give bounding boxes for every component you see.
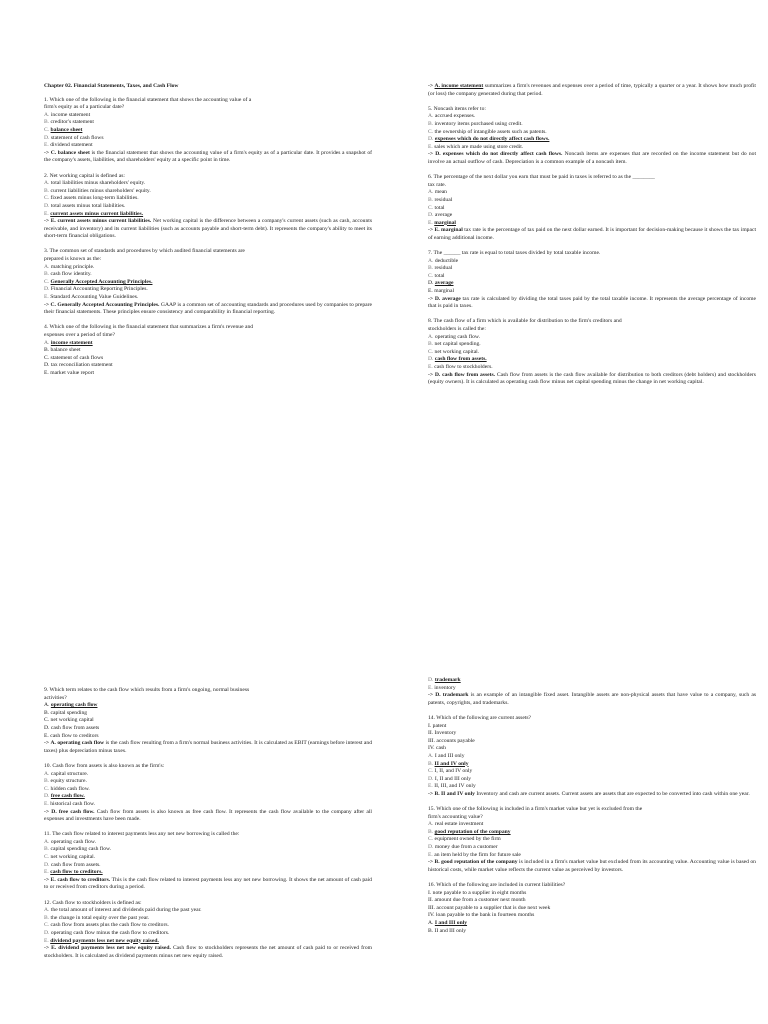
option-e: E. marginal xyxy=(428,288,455,295)
option-a: A. operating cash flow xyxy=(44,702,98,709)
answer-explanation: -> B. good reputation of the company is included in a firm's market value but excluded from its accounting value. Accounting value is based on historical costs, while market value reflects the current value as perceived by investors. xyxy=(428,859,756,873)
option-c: C. net working capital. xyxy=(428,348,480,355)
option-c: C. balance sheet xyxy=(44,126,83,133)
option-a: A. real estate investment xyxy=(428,821,484,828)
option-b: B. cash flow identity. xyxy=(44,271,92,278)
option-b: B. current liabilities minus shareholders' equity. xyxy=(44,187,151,194)
option-a: A. deductible xyxy=(428,257,459,264)
question-stem: stockholders is called the: xyxy=(428,326,486,332)
option-b: B. II and III only xyxy=(428,927,467,934)
option-b: B. the change in total equity over the past year. xyxy=(44,914,150,921)
column-top-right xyxy=(428,83,756,387)
option-d: D. I, II and III only xyxy=(428,775,472,782)
option-c: C. fixed assets minus long-term liabilities. xyxy=(44,195,139,202)
question-stem: tax rate. xyxy=(428,181,447,188)
option-e: E. cash flow to stockholders. xyxy=(428,363,493,370)
option-d: D. tax reconciliation statement xyxy=(44,362,113,369)
option-a: A. operating cash flow. xyxy=(428,333,481,340)
option-b: B. good reputation of the company xyxy=(428,828,511,835)
option-e: E. an item held by the firm for future sale xyxy=(428,851,521,858)
answer-explanation: -> B. II and IV only Inventory and cash are current assets. Current assets are assets that are expected to be converted into cash within one year. xyxy=(428,790,750,797)
option-e: E. dividend statement xyxy=(44,142,93,149)
option-c: C. hidden cash flow. xyxy=(44,785,90,792)
option-d: D. total assets minus total liabilities. xyxy=(44,202,126,209)
roman-item: I. patent xyxy=(428,722,447,729)
option-d: D. Financial Accounting Reporting Principles. xyxy=(44,286,148,293)
option-a: A. operating cash flow. xyxy=(44,838,97,845)
answer-explanation: -> E. dividend payments less net new equity raised. Cash flow to stockholders represents the net amount of cash paid to or received from stockholders. It is calculated as dividend payments minus net new equity raised. xyxy=(44,945,372,959)
question-4 xyxy=(44,324,372,377)
option-d: D. cash flow from assets. xyxy=(428,356,487,363)
option-b: B. capital spending xyxy=(44,709,88,716)
option-c: C. statement of cash flows xyxy=(44,354,104,361)
option-c: C. Generally Accepted Accounting Principles. xyxy=(44,278,153,285)
question-stem: 10. Cash flow from assets is also known as the firm's: xyxy=(44,762,165,769)
option-b: B. capital spending cash flow. xyxy=(44,846,112,853)
answer-explanation: -> C. balance sheet is the financial statement that shows the accounting value of a firm's equity as of a particular date. It provides a snapshot of the company's assets, liabilities, and shareholders' equity at a specific point in time. xyxy=(44,149,373,164)
question-stem: 11. The cash flow related to interest payments less any net new borrowing is called the: xyxy=(44,831,240,838)
option-a: A. matching principle. xyxy=(44,263,95,270)
option-b: B. balance sheet xyxy=(44,347,81,354)
option-e: E. sales which are made using store credit. xyxy=(428,143,524,150)
answer-explanation: -> E. cash flow to creditors. This is the cash flow related to interest payments less any net new borrowing. It shows the net amount of cash paid to or received from creditors during a period. xyxy=(44,876,372,891)
option-e: E. II, III, and IV only xyxy=(428,783,476,790)
option-e: E. cash flow to creditors xyxy=(44,732,99,739)
roman-item: I. note payable to a supplier in eight months xyxy=(428,889,527,896)
option-a: A. income statement xyxy=(44,339,93,346)
question-2 xyxy=(44,173,372,241)
question-11 xyxy=(44,831,372,892)
question-stem: 1. Which one of the following is the financial statement that shows the accounting value of a xyxy=(44,96,252,103)
roman-item: IV. cash xyxy=(428,745,446,752)
option-a: A. mean xyxy=(428,189,447,196)
question-stem: 9. Which term relates to the cash flow which results from a firm's ongoing, normal business xyxy=(44,687,250,693)
option-d: D. average xyxy=(428,280,454,287)
question-stem: prepared is known as the: xyxy=(44,256,102,263)
roman-item: IV. loan payable to the bank in fourteen months xyxy=(428,912,535,919)
option-c: C. cash flow from assets plus the cash flow to creditors. xyxy=(44,922,169,929)
answer-explanation: -> D. average tax rate is calculated by dividing the total taxes paid by the total taxable income. It represents the average percentage of income that is paid in taxes. xyxy=(428,295,756,310)
question-stem: 4. Which one of the following is the financial statement that summarizes a firm's revenue and xyxy=(44,324,254,331)
question-stem: 3. The common set of standards and procedures by which audited financial statements are xyxy=(44,248,245,255)
roman-item: III. account payable to a supplier that is due next week xyxy=(428,904,551,911)
option-e: E. dividend payments less net new equity raised. xyxy=(44,937,159,944)
answer-explanation: -> C. Generally Accepted Accounting Principles. GAAP is a common set of accounting standards and procedures used by companies to prepare their financial statements. These principles ensure consistency and comparability in financial reporting. xyxy=(44,301,372,316)
option-d: D. cash flow from assets. xyxy=(44,861,101,868)
question-15 xyxy=(428,806,756,874)
option-a: A. capital structure. xyxy=(44,770,89,777)
option-b: B. net capital spending. xyxy=(428,341,481,348)
question-14 xyxy=(428,715,756,799)
answer-explanation: -> E. marginal tax rate is the percentage of tax paid on the next dollar earned. It is important for decision-making because it shows the tax impact of earning additional income. xyxy=(428,227,757,241)
question-stem: 8. The cash flow of a firm which is available for distribution to the firm's creditors and xyxy=(428,318,622,325)
question-stem: firm's accounting value? xyxy=(428,813,483,820)
question-1 xyxy=(44,97,372,165)
answer-explanation: -> D. expenses which do not directly affect cash flows. Noncash items are expenses that are recorded on the income statement but do not involve an actual outflow of cash. Depreciation is a common example of a noncash item. xyxy=(428,151,756,165)
option-d: D. money due from a customer xyxy=(428,844,498,851)
question-stem: 15. Which one of the following is included in a firm's market value but yet is excluded from the xyxy=(428,806,643,813)
question-12 xyxy=(44,900,372,961)
option-d: D. cash flow from assets xyxy=(44,724,100,731)
option-a: A. I and III only xyxy=(428,920,468,926)
option-b: B. equity structure. xyxy=(44,778,87,785)
option-b: B. residual xyxy=(428,265,453,272)
option-b: B. creditor's statement xyxy=(44,119,94,126)
question-stem: 12. Cash flow to stockholders is defined as: xyxy=(44,899,142,906)
chapter-title: Chapter 02. Financial Statements, Taxes, and Cash Flow xyxy=(44,83,179,89)
option-c: C. net working capital. xyxy=(44,854,96,861)
option-b: B. inventory items purchased using credit. xyxy=(428,120,523,127)
column-bottom-right xyxy=(428,677,756,935)
question-stem: expenses over a period of time? xyxy=(44,332,115,338)
question-stem: firm's equity as of a particular date? xyxy=(44,104,125,111)
question-10 xyxy=(44,763,372,824)
question-stem: 14. Which of the following are current assets? xyxy=(428,714,532,721)
option-a: A. the total amount of interest and dividends paid during the past year. xyxy=(44,907,202,914)
option-a: A. income statement xyxy=(44,111,91,118)
question-16 xyxy=(428,882,756,935)
question-stem: 7. The ______ tax rate is equal to total taxes divided by total taxable income. xyxy=(428,250,601,257)
option-e: E. historical cash flow. xyxy=(44,800,96,807)
option-c: C. total xyxy=(428,272,445,279)
roman-item: II. amount due from a customer next month xyxy=(428,897,526,904)
answer-explanation: -> A. operating cash flow is the cash flow resulting from a firm's normal business activities. It is calculated as EBIT (earnings before interest and taxes) plus depreciation minus taxes. xyxy=(44,740,372,754)
option-c: C. the ownership of intangible assets such as patents. xyxy=(428,128,547,135)
option-e: E. marginal xyxy=(428,219,456,226)
option-e: E. Standard Accounting Value Guidelines. xyxy=(44,294,139,301)
answer-explanation: -> A. income statement summarizes a firm's revenues and expenses over a period of time, typically a quarter or a year. It shows how much profit (or loss) the company generated during that period. xyxy=(428,83,756,97)
option-b: B. residual xyxy=(428,196,453,203)
option-a: A. accrued expenses. xyxy=(428,113,476,120)
option-e: E. market value report xyxy=(44,369,95,376)
question-stem: 16. Which of the following are included in current liabilities? xyxy=(428,882,566,889)
question-stem: 5. Noncash items refer to: xyxy=(428,105,486,112)
column-top-left xyxy=(44,83,372,378)
question-3 xyxy=(44,248,372,316)
question-stem: activities? xyxy=(44,694,67,701)
option-d: D. average xyxy=(428,212,453,219)
answer-explanation: -> E. current assets minus current liabilities. Net working capital is the difference between a company's current assets (such as cash, accounts receivable, and inventory) and its current liabilities (such as accounts payable and short-term debt). It represents the company's ability to meet its short-term financial obligations. xyxy=(44,218,372,240)
roman-item: II. Inventory xyxy=(428,730,457,737)
option-c: C. net working capital xyxy=(44,717,94,724)
question-9 xyxy=(44,687,372,755)
question-5 xyxy=(428,106,756,167)
option-c: C. I, II, and IV only xyxy=(428,768,473,775)
option-a: A. I and III only xyxy=(428,752,465,759)
option-d: D. statement of cash flows xyxy=(44,134,104,141)
answer-explanation: -> D. trademark is an example of an intangible fixed asset. Intangible assets are non-physical assets that have value to a company, such as patents, copyrights, and trademarks. xyxy=(428,692,756,706)
option-e: E. inventory xyxy=(428,684,456,691)
option-e: E. cash flow to creditors. xyxy=(44,869,103,876)
option-e: E. current assets minus current liabilities. xyxy=(44,210,144,217)
option-d: D. expenses which do not directly affect cash flows. xyxy=(428,136,550,143)
option-c: C. equipment owned by the firm xyxy=(428,836,501,843)
question-stem: 2. Net working capital is defined as: xyxy=(44,172,125,179)
option-d: D. trademark xyxy=(428,677,461,683)
answer-explanation: -> D. free cash flow. Cash flow from assets is also known as free cash flow. It represents the cash flow available to the company after all expenses and investments have been made. xyxy=(44,808,372,823)
roman-item: III. accounts payable xyxy=(428,737,475,744)
option-c: C. total xyxy=(428,204,445,211)
question-8 xyxy=(428,318,756,386)
question-stem: 6. The percentage of the next dollar you earn that must be paid in taxes is referred to as the ________ xyxy=(428,174,655,181)
question-6 xyxy=(428,174,756,242)
option-a: A. total liabilities minus shareholders' equity. xyxy=(44,180,146,187)
column-bottom-left xyxy=(44,687,372,960)
option-b: B. II and IV only xyxy=(428,760,469,767)
option-d: D. free cash flow. xyxy=(44,793,85,800)
question-7 xyxy=(428,250,756,311)
answer-explanation: -> D. cash flow from assets. Cash flow from assets is the cash flow available for distribution to both creditors (debt holders) and stockholders (equity owners). It is calculated as operating cash flow minus net capital spending minus the change in net working capital. xyxy=(428,371,756,386)
option-d: D. operating cash flow minus the cash flow to creditors. xyxy=(44,930,170,936)
